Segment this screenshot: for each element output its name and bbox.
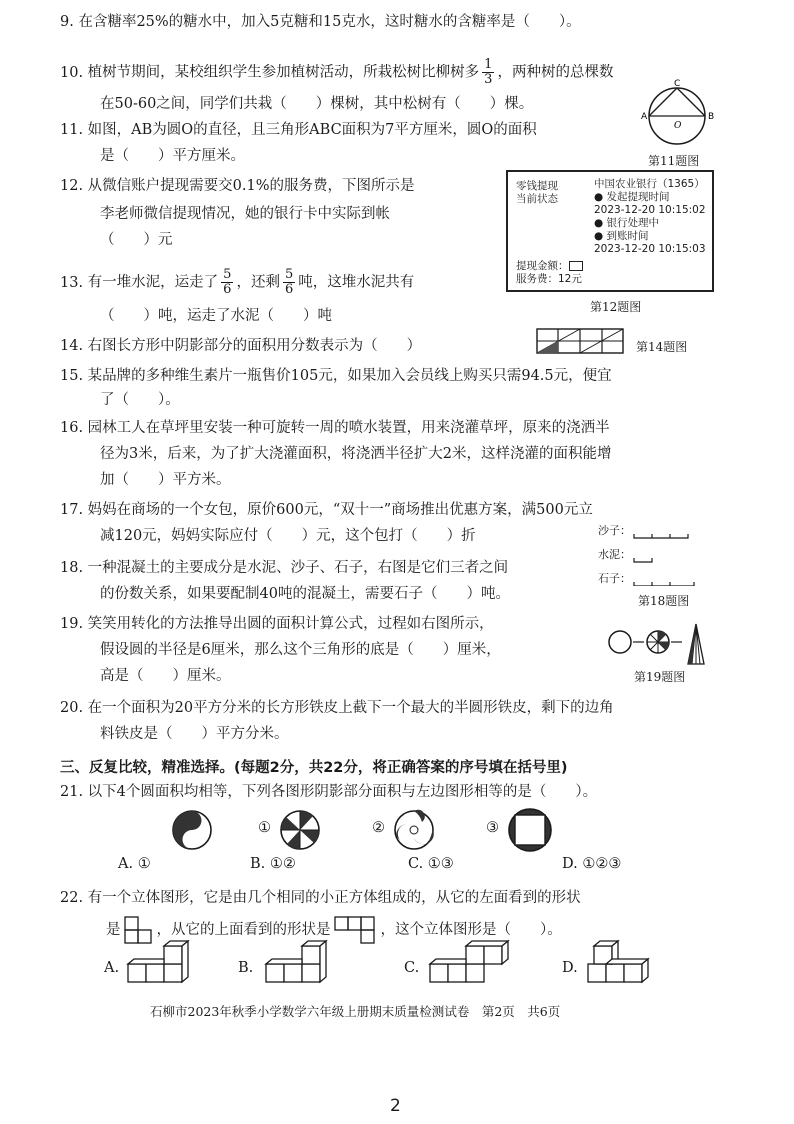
question-18	[60, 558, 508, 578]
q21-figure-1	[278, 808, 322, 852]
bank-name: 中国农业银行（1365）	[594, 178, 705, 190]
question-text: 是（ ）平方厘米。	[100, 148, 245, 164]
fraction-denominator: 6	[284, 282, 294, 297]
question-15-line2	[100, 390, 180, 410]
q22-figure-d	[586, 936, 666, 986]
question-text: ，两种树的总棵数	[497, 64, 614, 81]
figure-18-ratio-bars	[632, 520, 702, 586]
question-text: 一种混凝土的主要成分是水泥、沙子、石子，右图是它们三者之间	[87, 560, 509, 576]
figure-12-caption: 第12题图	[590, 300, 642, 314]
label-cement: 水泥：	[598, 548, 631, 561]
question-14	[60, 336, 421, 356]
question-16	[60, 418, 610, 438]
question-text: 了（ ）。	[100, 392, 180, 408]
exam-footer: 石柳市2023年秋季小学数学六年级上册期末质量检测试卷 第2页 共6页	[150, 1004, 561, 1019]
question-13	[60, 268, 414, 297]
question-text: 以下4个圆面积均相等，下列各图形阴影部分面积与左边图形相等的是（ ）。	[87, 784, 598, 800]
question-20-line2	[100, 724, 289, 744]
question-text: 笑笑用转化的方法推导出圆的面积计算公式，过程如右图所示，	[87, 616, 494, 632]
fraction-five-sixths-a	[221, 268, 233, 297]
step-start-label: 发起提现时间	[606, 191, 670, 203]
time-start: 2023-12-20 10:15:02	[594, 204, 706, 216]
q21-reference-circle	[170, 808, 214, 852]
fraction-numerator: 1	[484, 57, 493, 72]
q22-figure-a	[126, 940, 200, 986]
label-b: B	[708, 112, 715, 122]
question-text: 如图，AB为圆O的直径，且三角形ABC面积为7平方厘米，圆O的面积	[87, 122, 537, 138]
question-11-line2	[100, 146, 245, 166]
question-text: 在一个面积为20平方分米的长方形铁皮上截下一个最大的半圆形铁皮，剩下的边角	[87, 700, 614, 716]
question-15	[60, 366, 612, 386]
question-number: 16.	[60, 420, 84, 436]
question-18-line2	[100, 584, 510, 604]
question-text: 植树节期间，某校组织学生参加植树活动，所栽松树比柳树多	[87, 64, 480, 81]
question-text: 妈妈在商场的一个女包，原价600元，“双十一”商场推出优惠方案，满500元立	[87, 502, 593, 518]
label-o: O	[674, 121, 682, 131]
question-number: 21.	[60, 784, 84, 800]
question-12-line3	[100, 230, 173, 250]
question-text: 料铁皮是（ ）平方分米。	[100, 726, 289, 742]
step-start: ● 发起提现时间	[594, 191, 670, 203]
question-text: 李老师微信提现情况，她的银行卡中实际到帐	[100, 206, 390, 222]
fee-label: 服务费：	[516, 273, 558, 285]
question-text: 加（ ）平方米。	[100, 472, 231, 488]
q21-option-d: D. ①②③	[562, 856, 622, 872]
q22-option-a: A.	[104, 960, 120, 976]
question-text: 有一堆水泥，运走了	[87, 274, 219, 291]
step-arrival: ● 到账时间	[594, 230, 649, 242]
question-text: （ ）元	[100, 232, 173, 248]
question-12	[60, 176, 415, 196]
time-arrival: 2023-12-20 10:15:03	[594, 243, 706, 255]
q22-option-d: D.	[562, 960, 578, 976]
fraction-numerator: 5	[284, 267, 294, 282]
question-text: 假设圆的半径是6厘米，那么这个三角形的底是（ ）厘米，	[100, 642, 501, 658]
question-12-line2	[100, 204, 390, 224]
amount-label: 提现金额：	[516, 260, 569, 272]
question-text: 在50-60之间，同学们共栽（ ）棵树，其中松树有（ ）棵。	[100, 96, 534, 112]
question-17	[60, 500, 593, 520]
question-17-line2	[100, 526, 476, 546]
fraction-one-third	[482, 58, 494, 87]
cement-bar	[634, 558, 652, 562]
fee-value: 12	[558, 273, 572, 285]
question-text: 减120元，妈妈实际应付（ ）元，这个包打（ ）折	[100, 528, 476, 544]
figure-11-circle	[640, 76, 718, 150]
fraction-numerator: 5	[223, 267, 232, 282]
question-20	[60, 698, 614, 718]
question-text: ，还剩	[236, 274, 280, 291]
fraction-five-sixths-b	[283, 268, 295, 297]
question-number: 22.	[60, 890, 84, 906]
step-processing-label: 银行处理中	[606, 217, 659, 229]
q21-option-a: A. ①	[118, 856, 151, 872]
fraction-denominator: 6	[223, 282, 232, 297]
question-number: 12.	[60, 178, 84, 194]
question-19-line3	[100, 666, 231, 686]
q22-option-c: C.	[404, 960, 420, 976]
question-number: 17.	[60, 502, 84, 518]
question-10-line2	[100, 94, 533, 114]
question-11	[60, 120, 537, 140]
question-text: 吨，这堆水泥共有	[298, 274, 415, 291]
question-21	[60, 782, 597, 802]
question-text: 右图长方形中阴影部分的面积用分数表示为（ ）	[87, 338, 422, 354]
sand-bar	[634, 534, 688, 538]
question-text: 在含糖率25%的糖水中，加入5克糖和15克水，这时糖水的含糖率是（ ）。	[78, 14, 581, 30]
fee-unit: 元	[571, 273, 582, 285]
question-text: （ ）吨，运走了水泥（ ）吨	[100, 308, 332, 324]
question-13-line2	[100, 306, 332, 326]
question-16-line3	[100, 470, 231, 490]
figure-19-circle-to-triangle	[606, 620, 712, 666]
question-22	[60, 888, 581, 908]
figure-11-caption: 第11题图	[648, 154, 700, 168]
question-number: 20.	[60, 700, 84, 716]
amount-blurred	[569, 261, 583, 271]
amount-row	[516, 260, 583, 273]
figure-18-caption: 第18题图	[638, 594, 690, 608]
figure-14-caption: 第14题图	[636, 340, 688, 354]
stone-bar	[634, 582, 694, 586]
figure-14-rectangle	[536, 328, 626, 356]
figure-19-caption: 第19题图	[634, 670, 686, 684]
figure-12-withdrawal-record	[506, 170, 714, 292]
question-text: 从微信账户提现需要交0.1%的服务费，下图所示是	[87, 178, 415, 194]
fraction-denominator: 3	[484, 72, 493, 87]
label-stone: 石子：	[598, 572, 631, 585]
q21-mark-1: ①	[258, 820, 271, 836]
fee-row	[516, 273, 582, 286]
question-number: 13.	[60, 274, 84, 291]
question-text: 径为3米，后来，为了扩大浇灌面积，将浇洒半径扩大2米，这样浇灌的面积能增	[100, 446, 612, 462]
step-arrival-label: 到账时间	[606, 230, 649, 242]
step-processing: ● 银行处理中	[594, 217, 659, 229]
page-number: 2	[390, 1096, 401, 1116]
question-10	[60, 58, 613, 87]
question-text: ，这个立体图形是（ ）。	[380, 922, 562, 938]
q21-option-b: B. ①②	[250, 856, 296, 872]
q21-option-c: C. ①③	[408, 856, 454, 872]
q21-figure-3	[506, 806, 554, 854]
label-c: C	[674, 79, 681, 89]
q21-mark-2: ②	[372, 820, 385, 836]
question-19-line2	[100, 640, 501, 660]
question-9	[60, 12, 581, 32]
question-19	[60, 614, 494, 634]
q22-figure-c	[428, 936, 520, 986]
q21-figure-2	[392, 808, 436, 852]
question-number: 14.	[60, 338, 84, 354]
withdraw-label: 零钱提现	[516, 180, 558, 192]
q21-mark-3: ③	[486, 820, 499, 836]
q22-option-b: B.	[238, 960, 254, 976]
question-text: 是	[106, 922, 121, 938]
question-text: ，从它的上面看到的形状是	[156, 922, 331, 938]
section-3-heading: 三、反复比较，精准选择。(每题2分，共22分，将正确答案的序号填在括号里)	[60, 760, 568, 776]
q22-figure-b	[264, 936, 344, 986]
question-text: 某品牌的多种维生素片一瓶售价105元，如果加入会员线上购买只需94.5元，便宜	[87, 368, 612, 384]
question-text: 园林工人在草坪里安装一种可旋转一周的喷水装置，用来浇灌草坪，原来的浇洒半	[87, 420, 610, 436]
question-text: 高是（ ）厘米。	[100, 668, 231, 684]
status-label: 当前状态	[516, 193, 558, 205]
question-text: 的份数关系，如果要配制40吨的混凝土，需要石子（ ）吨。	[100, 586, 510, 602]
question-number: 9.	[60, 14, 74, 30]
label-a: A	[641, 112, 648, 122]
question-text: 有一个立体图形，它是由几个相同的小正方体组成的，从它的左面看到的形状	[87, 890, 581, 906]
question-number: 11.	[60, 122, 84, 138]
question-number: 15.	[60, 368, 84, 384]
question-16-line2	[100, 444, 611, 464]
question-number: 19.	[60, 616, 84, 632]
question-number: 18.	[60, 560, 84, 576]
label-sand: 沙子：	[598, 524, 631, 537]
circle	[609, 631, 631, 653]
question-number: 10.	[60, 64, 84, 81]
